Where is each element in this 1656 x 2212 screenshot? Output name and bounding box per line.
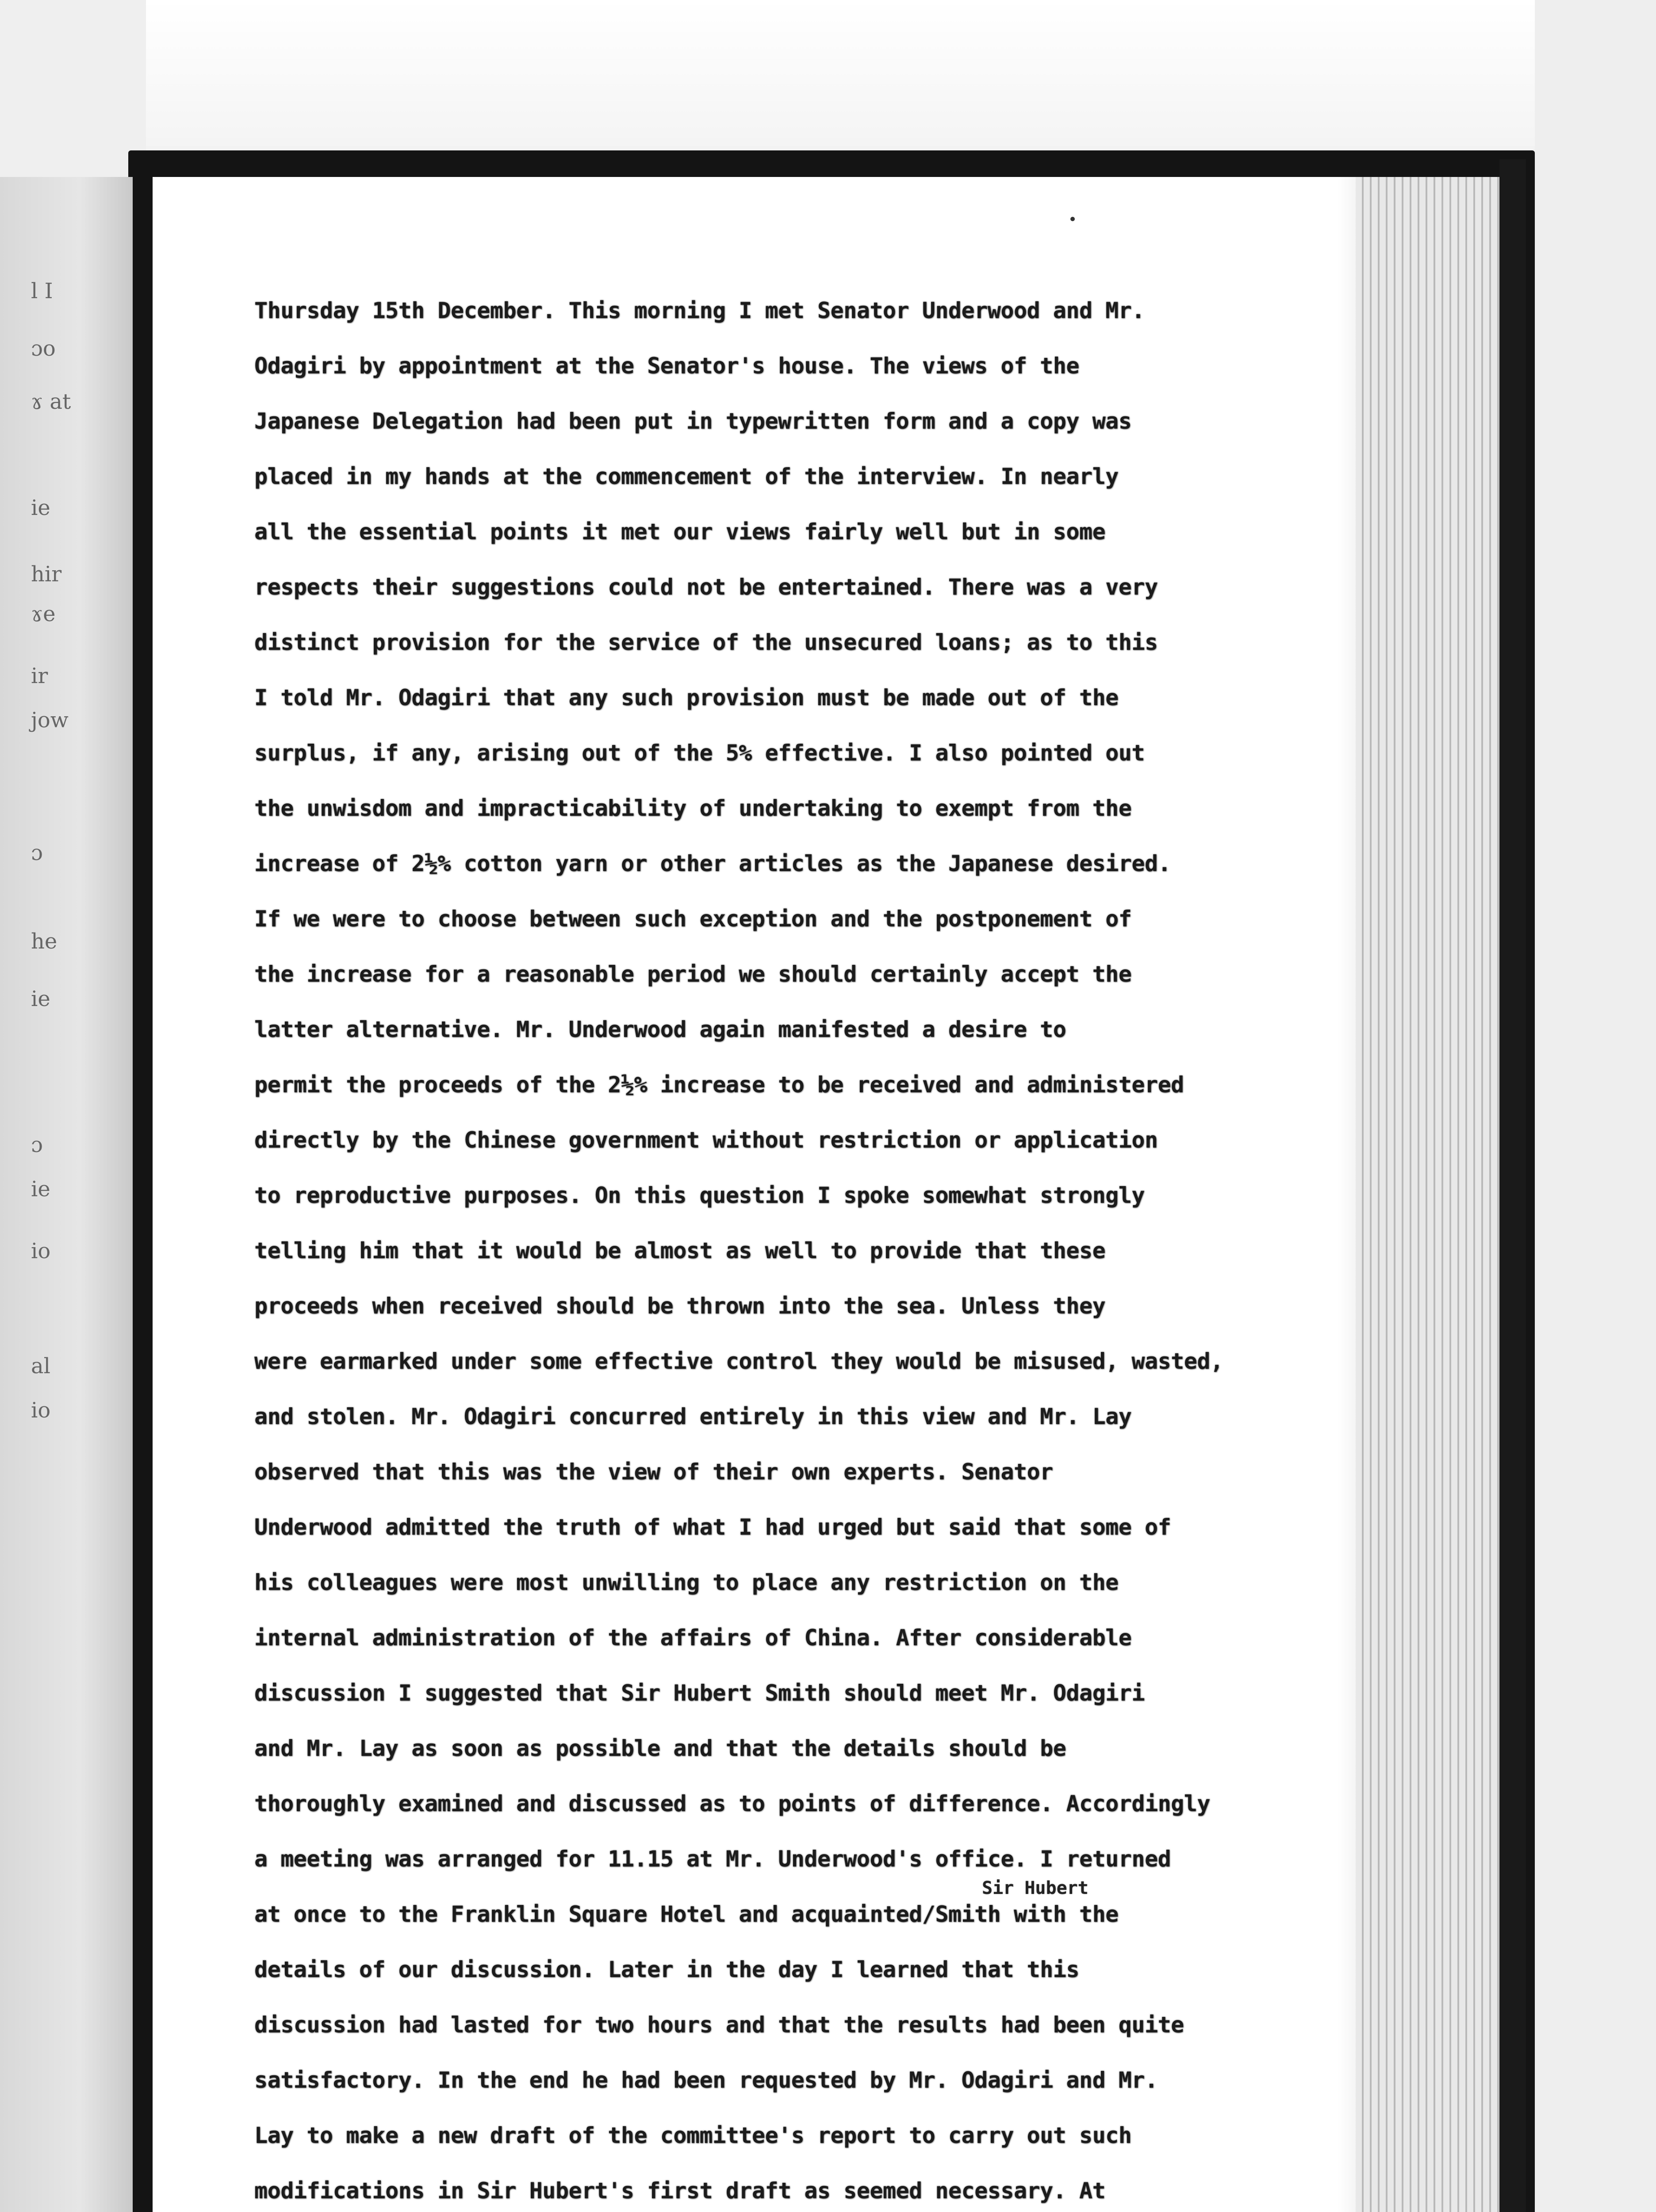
text-line: thoroughly examined and discussed as to points of difference. Accordingly [254, 1791, 1210, 1816]
text-line: details of our discussion. Later in the day I learned that this [254, 1957, 1079, 1982]
text-line: respects their suggestions could not be entertained. There was a very [254, 574, 1158, 600]
text-line: directly by the Chinese government without restriction or application [254, 1127, 1158, 1153]
text-line: modifications in Sir Hubert's first draft as seemed necessary. At [254, 2178, 1106, 2204]
interlinear-insertion: Sir Hubert [982, 1878, 1089, 1898]
text-line: and Mr. Lay as soon as possible and that the details should be [254, 1736, 1066, 1761]
facing-page-fragment: ie [31, 495, 50, 520]
facing-page-fragment: ir [31, 664, 48, 688]
facing-page-fragment: l I [31, 279, 53, 303]
facing-page-fragment: ɔ [31, 1133, 43, 1157]
text-line: the increase for a reasonable period we should certainly accept the [254, 961, 1132, 987]
facing-page-fragment: io [31, 1239, 51, 1263]
text-line: Underwood admitted the truth of what I had urged but said that some of [254, 1514, 1171, 1540]
text-line: his colleagues were most unwilling to place any restriction on the [254, 1570, 1119, 1595]
text-line: I told Mr. Odagiri that any such provision must be made out of the [254, 685, 1119, 710]
text-line: telling him that it would be almost as well to provide that these [254, 1238, 1106, 1263]
text-line: Odagiri by appointment at the Senator's house. The views of the [254, 353, 1079, 379]
text-line: placed in my hands at the commencement of the interview. In nearly [254, 464, 1119, 489]
text-line: surplus, if any, arising out of the 5% effective. I also pointed out [254, 740, 1145, 766]
binder-edge [1499, 159, 1526, 2212]
text-line: Lay to make a new draft of the committee's report to carry out such [254, 2123, 1132, 2148]
page-stack-edges [1356, 177, 1506, 2212]
facing-page-fragment: al [31, 1354, 50, 1379]
facing-page-fragment: ɤ at [31, 389, 71, 414]
facing-page-fragment: ɔo [31, 336, 56, 361]
text-line: to reproductive purposes. On this question I spoke somewhat strongly [254, 1183, 1145, 1208]
text-line: were earmarked under some effective control they would be misused, wasted, [254, 1348, 1223, 1374]
text-line: internal administration of the affairs of China. After considerable [254, 1625, 1132, 1651]
text-line: Thursday 15th December. This morning I met Senator Underwood and Mr. [254, 298, 1145, 323]
text-line: permit the proceeds of the 2½% increase to be received and administered [254, 1072, 1184, 1098]
text-line: discussion I suggested that Sir Hubert Smith should meet Mr. Odagiri [254, 1680, 1145, 1706]
text-line: proceeds when received should be thrown into the sea. Unless they [254, 1293, 1106, 1319]
facing-page-fragment: hir [31, 562, 62, 587]
right-margin [1535, 0, 1656, 2212]
facing-page-fragment: ie [31, 1177, 50, 1202]
ink-dot [1070, 217, 1075, 221]
text-line: at once to the Franklin Square Hotel and acquainted/Smith with the [254, 1901, 1119, 1927]
top-margin [0, 0, 1656, 146]
text-line: If we were to choose between such exception and the postponement of [254, 906, 1132, 932]
facing-page-fragment: ɤe [31, 602, 56, 626]
facing-page-edge [0, 177, 133, 2212]
text-line: distinct provision for the service of the unsecured loans; as to this [254, 630, 1158, 655]
text-line: the unwisdom and impracticability of undertaking to exempt from the [254, 795, 1132, 821]
text-line: observed that this was the view of their own experts. Senator [254, 1459, 1053, 1485]
text-line: satisfactory. In the end he had been requested by Mr. Odagiri and Mr. [254, 2067, 1158, 2093]
text-line: increase of 2½% cotton yarn or other articles as the Japanese desired. [254, 851, 1171, 876]
text-line: all the essential points it met our views fairly well but in some [254, 519, 1106, 545]
text-line: a meeting was arranged for 11.15 at Mr. Underwood's office. I returned [254, 1846, 1171, 1872]
facing-page-fragment: he [31, 929, 58, 954]
facing-page-fragment: jow [31, 708, 69, 733]
facing-page-fragment: io [31, 1398, 51, 1423]
facing-page-fragment: ie [31, 987, 50, 1011]
text-line: latter alternative. Mr. Underwood again manifested a desire to [254, 1017, 1066, 1042]
text-line: Japanese Delegation had been put in typewritten form and a copy was [254, 408, 1132, 434]
typed-text-block [254, 283, 1316, 2212]
text-line: and stolen. Mr. Odagiri concurred entirely in this view and Mr. Lay [254, 1404, 1132, 1429]
facing-page-fragment: ɔ [31, 841, 43, 865]
text-line: discussion had lasted for two hours and that the results had been quite [254, 2012, 1184, 2038]
